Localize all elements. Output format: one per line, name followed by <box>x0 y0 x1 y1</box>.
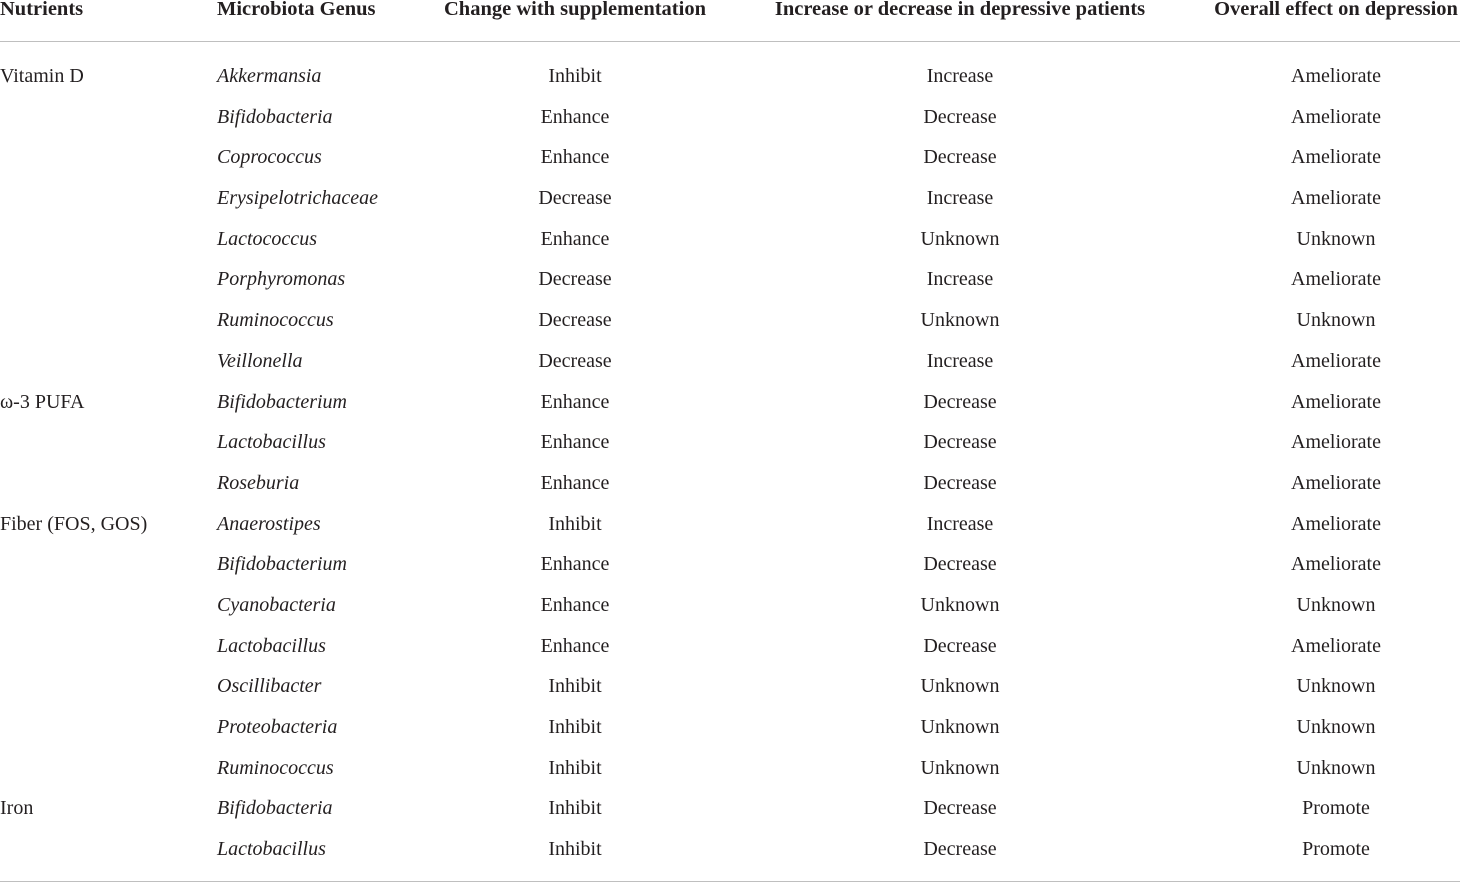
effect-cell: Ameliorate <box>1291 390 1381 413</box>
depressive-cell: Decrease <box>923 471 997 494</box>
depressive-cell: Decrease <box>923 146 997 169</box>
genus-cell: Bifidobacterium <box>217 553 347 576</box>
change-cell: Inhibit <box>548 756 602 779</box>
depressive-cell: Increase <box>926 187 994 210</box>
depressive-cell: Increase <box>926 65 994 87</box>
table-row <box>0 341 1460 382</box>
table-row <box>0 178 1460 219</box>
table-row <box>0 463 1460 504</box>
genus-cell: Lactococcus <box>217 227 317 250</box>
change-cell: Enhance <box>540 593 610 616</box>
change-cell: Decrease <box>538 187 612 210</box>
effect-cell: Ameliorate <box>1291 146 1381 169</box>
genus-cell: Veillonella <box>217 349 303 372</box>
effect-cell: Unknown <box>1296 716 1376 738</box>
header-nutrients: Nutrients <box>0 0 84 20</box>
effect-cell: Ameliorate <box>1291 105 1381 128</box>
depressive-cell: Unknown <box>920 756 1000 779</box>
change-cell: Enhance <box>540 390 610 413</box>
genus-cell: Lactobacillus <box>217 838 326 861</box>
table-row <box>0 707 1460 748</box>
table-row <box>0 137 1460 178</box>
table-row <box>0 56 1460 97</box>
depressive-cell: Decrease <box>923 838 997 861</box>
table-row <box>0 585 1460 626</box>
effect-cell: Ameliorate <box>1291 187 1381 210</box>
table-row <box>0 666 1460 707</box>
effect-cell: Unknown <box>1296 756 1376 779</box>
nutrient-cell: Vitamin D <box>0 65 84 87</box>
table-bottom-rule <box>0 881 1460 882</box>
depressive-cell: Decrease <box>923 797 997 820</box>
effect-cell: Ameliorate <box>1291 65 1381 87</box>
change-cell: Inhibit <box>548 797 602 820</box>
change-cell: Decrease <box>538 309 612 332</box>
genus-cell: Erysipelotrichaceae <box>217 187 379 210</box>
table-row <box>0 259 1460 300</box>
depressive-cell: Increase <box>926 349 994 372</box>
table-header-row <box>0 0 1460 30</box>
effect-cell: Promote <box>1302 838 1370 861</box>
genus-cell: Proteobacteria <box>217 716 338 738</box>
table-row <box>0 788 1460 829</box>
effect-cell: Promote <box>1302 797 1370 820</box>
depressive-cell: Decrease <box>923 634 997 657</box>
depressive-cell: Unknown <box>920 675 1000 698</box>
genus-cell: Bifidobacteria <box>217 797 333 820</box>
change-cell: Inhibit <box>548 716 602 738</box>
header-genus: Microbiota Genus <box>217 0 376 20</box>
table-row <box>0 748 1460 789</box>
genus-cell: Bifidobacteria <box>217 105 333 128</box>
change-cell: Decrease <box>538 349 612 372</box>
nutrient-cell: ω-3 PUFA <box>0 390 85 413</box>
effect-cell: Unknown <box>1296 593 1376 616</box>
depressive-cell: Increase <box>926 512 994 535</box>
genus-cell: Lactobacillus <box>217 431 326 454</box>
effect-cell: Ameliorate <box>1291 512 1381 535</box>
effect-cell: Ameliorate <box>1291 349 1381 372</box>
change-cell: Inhibit <box>548 838 602 861</box>
depressive-cell: Decrease <box>923 431 997 454</box>
genus-cell: Cyanobacteria <box>217 593 336 616</box>
header-effect: Overall effect on depression <box>1214 0 1458 20</box>
change-cell: Decrease <box>538 268 612 291</box>
genus-cell: Lactobacillus <box>217 634 326 657</box>
table-row <box>0 382 1460 423</box>
header-change: Change with supplementation <box>444 0 706 20</box>
change-cell: Enhance <box>540 227 610 250</box>
genus-cell: Coprococcus <box>217 146 322 169</box>
depressive-cell: Decrease <box>923 105 997 128</box>
genus-cell: Anaerostipes <box>217 512 321 535</box>
effect-cell: Unknown <box>1296 227 1376 250</box>
change-cell: Inhibit <box>548 512 602 535</box>
genus-cell: Bifidobacterium <box>217 390 347 413</box>
genus-cell: Ruminococcus <box>217 756 334 779</box>
depressive-cell: Unknown <box>920 227 1000 250</box>
genus-cell: Akkermansia <box>217 65 322 87</box>
genus-cell: Ruminococcus <box>217 309 334 332</box>
table-body <box>0 56 1460 870</box>
genus-cell: Roseburia <box>217 471 300 494</box>
header-depressive: Increase or decrease in depressive patients <box>774 0 1146 20</box>
depressive-cell: Decrease <box>923 390 997 413</box>
table-row <box>0 544 1460 585</box>
effect-cell: Ameliorate <box>1291 268 1381 291</box>
effect-cell: Ameliorate <box>1291 471 1381 494</box>
change-cell: Enhance <box>540 634 610 657</box>
table-row <box>0 219 1460 260</box>
nutrient-cell: Iron <box>0 797 34 820</box>
nutrient-cell: Fiber (FOS, GOS) <box>0 512 148 535</box>
table-row <box>0 626 1460 667</box>
genus-cell: Oscillibacter <box>217 675 322 698</box>
effect-cell: Unknown <box>1296 675 1376 698</box>
depressive-cell: Increase <box>926 268 994 291</box>
effect-cell: Ameliorate <box>1291 431 1381 454</box>
change-cell: Enhance <box>540 431 610 454</box>
change-cell: Enhance <box>540 146 610 169</box>
effect-cell: Ameliorate <box>1291 634 1381 657</box>
table-row <box>0 422 1460 463</box>
header-divider <box>0 41 1460 42</box>
change-cell: Enhance <box>540 553 610 576</box>
depressive-cell: Decrease <box>923 553 997 576</box>
change-cell: Enhance <box>540 105 610 128</box>
change-cell: Inhibit <box>548 65 602 87</box>
effect-cell: Ameliorate <box>1291 553 1381 576</box>
table-row <box>0 300 1460 341</box>
depressive-cell: Unknown <box>920 593 1000 616</box>
change-cell: Enhance <box>540 471 610 494</box>
table-row <box>0 829 1460 870</box>
change-cell: Inhibit <box>548 675 602 698</box>
effect-cell: Unknown <box>1296 309 1376 332</box>
depressive-cell: Unknown <box>920 309 1000 332</box>
genus-cell: Porphyromonas <box>217 268 346 291</box>
table-row <box>0 504 1460 545</box>
depressive-cell: Unknown <box>920 716 1000 738</box>
table-row <box>0 97 1460 138</box>
